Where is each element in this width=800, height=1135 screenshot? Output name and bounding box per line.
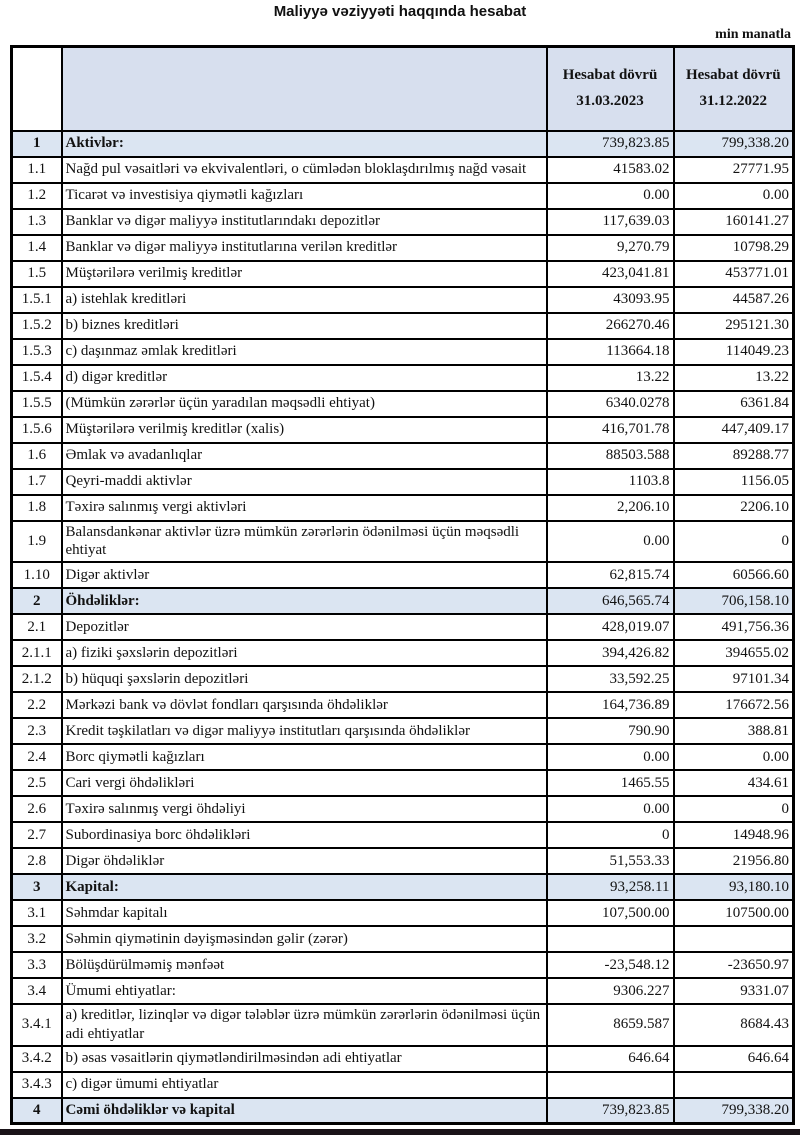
row-value-previous: 706,158.10	[674, 588, 794, 614]
row-number: 1.2	[12, 183, 62, 209]
header-cell-row-number	[12, 47, 62, 131]
table-row	[12, 640, 794, 666]
row-value-previous: 799,338.20	[674, 1098, 794, 1124]
row-value-current: 51,553.33	[547, 848, 674, 874]
row-number: 1.1	[12, 157, 62, 183]
row-value-previous: 27771.95	[674, 157, 794, 183]
table-row	[12, 287, 794, 313]
row-value-current: 0.00	[547, 183, 674, 209]
row-value-current: 88503.588	[547, 443, 674, 469]
table-row	[12, 209, 794, 235]
row-value-current: 790.90	[547, 718, 674, 744]
row-number: 3.4.2	[12, 1046, 62, 1072]
table-row	[12, 1004, 794, 1046]
row-value-previous: 21956.80	[674, 848, 794, 874]
row-number: 3.4.3	[12, 1072, 62, 1098]
row-value-current: 266270.46	[547, 313, 674, 339]
financial-position-table	[10, 45, 795, 1125]
row-value-previous	[674, 1072, 794, 1098]
table-row	[12, 1098, 794, 1124]
row-value-previous: 89288.77	[674, 443, 794, 469]
row-label: Təxirə salınmış vergi aktivləri	[62, 495, 547, 521]
unit-note: min manatla	[715, 27, 791, 42]
row-number: 1	[12, 131, 62, 157]
table-row	[12, 365, 794, 391]
row-value-current: 62,815.74	[547, 562, 674, 588]
row-label: Təxirə salınmış vergi öhdəliyi	[62, 796, 547, 822]
header-period-line: Hesabat dövrü	[562, 67, 658, 84]
row-label: c) digər ümumi ehtiyatlar	[62, 1072, 547, 1098]
table-row	[12, 952, 794, 978]
row-value-current: 0.00	[547, 796, 674, 822]
row-label: d) digər kreditlər	[62, 365, 547, 391]
table-row	[12, 183, 794, 209]
table-row	[12, 521, 794, 563]
row-value-previous: 2206.10	[674, 495, 794, 521]
table-row	[12, 339, 794, 365]
header-period-line: Hesabat dövrü	[685, 67, 781, 84]
row-value-current: 113664.18	[547, 339, 674, 365]
row-label: Ticarət və investisiya qiymətli kağızları	[62, 183, 547, 209]
row-value-previous	[674, 926, 794, 952]
row-number: 2.3	[12, 718, 62, 744]
row-value-previous: 176672.56	[674, 692, 794, 718]
row-label: Müştərilərə verilmiş kreditlər (xalis)	[62, 417, 547, 443]
row-value-previous: 0	[674, 796, 794, 822]
row-number: 2.1.1	[12, 640, 62, 666]
table-row	[12, 469, 794, 495]
row-value-current: 1103.8	[547, 469, 674, 495]
row-label: Cari vergi öhdəlikləri	[62, 770, 547, 796]
table-row	[12, 926, 794, 952]
row-value-previous: 160141.27	[674, 209, 794, 235]
row-number: 2.6	[12, 796, 62, 822]
row-value-current: 8659.587	[547, 1004, 674, 1046]
row-value-previous: 0.00	[674, 183, 794, 209]
table-row	[12, 1046, 794, 1072]
row-label: (Mümkün zərərlər üçün yaradılan məqsədli ehtiyat)	[62, 391, 547, 417]
table-header-row	[12, 47, 794, 131]
row-label: Borc qiymətli kağızları	[62, 744, 547, 770]
row-value-previous: 44587.26	[674, 287, 794, 313]
row-value-current: 0.00	[547, 521, 674, 563]
row-label: Digər öhdəliklər	[62, 848, 547, 874]
row-number: 2.1.2	[12, 666, 62, 692]
table-row	[12, 666, 794, 692]
row-number: 1.5.5	[12, 391, 62, 417]
row-label: c) daşınmaz əmlak kreditləri	[62, 339, 547, 365]
row-value-current: 423,041.81	[547, 261, 674, 287]
row-value-current: 117,639.03	[547, 209, 674, 235]
table-row	[12, 692, 794, 718]
table-row	[12, 614, 794, 640]
table-row	[12, 157, 794, 183]
table-row	[12, 443, 794, 469]
row-number: 2.4	[12, 744, 62, 770]
row-value-previous: 6361.84	[674, 391, 794, 417]
header-period-date: 31.03.2023	[576, 92, 644, 109]
row-number: 1.4	[12, 235, 62, 261]
row-number: 3.4.1	[12, 1004, 62, 1046]
row-number: 2.8	[12, 848, 62, 874]
row-value-current: 43093.95	[547, 287, 674, 313]
row-value-previous: 434.61	[674, 770, 794, 796]
table-body	[12, 131, 794, 1124]
table-row	[12, 848, 794, 874]
row-label: Səhmin qiymətinin dəyişməsindən gəlir (zərər)	[62, 926, 547, 952]
row-value-current: 2,206.10	[547, 495, 674, 521]
row-number: 1.10	[12, 562, 62, 588]
footer-bar	[0, 1129, 800, 1135]
row-value-previous: 14948.96	[674, 822, 794, 848]
table-row	[12, 235, 794, 261]
table-row	[12, 718, 794, 744]
row-label: Kapital:	[62, 874, 547, 900]
row-value-previous: 1156.05	[674, 469, 794, 495]
row-number: 1.7	[12, 469, 62, 495]
row-value-previous: 295121.30	[674, 313, 794, 339]
row-label: Nağd pul vəsaitləri və ekvivalentləri, o cümlədən bloklaşdırılmış nağd vəsait	[62, 157, 547, 183]
row-value-current: 1465.55	[547, 770, 674, 796]
row-label: a) kreditlər, lizinqlər və digər tələblər üzrə mümkün zərərlərin ödənilməsi üçün adi ehtiyatlar	[62, 1004, 547, 1046]
row-label: Əmlak və avadanlıqlar	[62, 443, 547, 469]
row-value-previous: 491,756.36	[674, 614, 794, 640]
row-number: 2.7	[12, 822, 62, 848]
table-row	[12, 562, 794, 588]
row-value-current	[547, 1072, 674, 1098]
table-row	[12, 391, 794, 417]
table-row	[12, 131, 794, 157]
row-value-previous: 447,409.17	[674, 417, 794, 443]
row-label: b) əsas vəsaitlərin qiymətləndirilməsindən adi ehtiyatlar	[62, 1046, 547, 1072]
row-label: Öhdəliklər:	[62, 588, 547, 614]
table-row	[12, 417, 794, 443]
table-row	[12, 770, 794, 796]
row-value-current: 33,592.25	[547, 666, 674, 692]
row-value-current: 9,270.79	[547, 235, 674, 261]
row-value-previous: 97101.34	[674, 666, 794, 692]
header-cell-period-previous	[674, 47, 794, 131]
row-number: 3	[12, 874, 62, 900]
row-value-current: 0.00	[547, 744, 674, 770]
row-label: Müştərilərə verilmiş kreditlər	[62, 261, 547, 287]
row-value-current: 164,736.89	[547, 692, 674, 718]
table-row	[12, 313, 794, 339]
row-value-current: 9306.227	[547, 978, 674, 1004]
row-label: Balansdankənar aktivlər üzrə mümkün zərərlərin ödənilməsi üçün məqsədli ehtiyat	[62, 521, 547, 563]
row-value-previous: 9331.07	[674, 978, 794, 1004]
row-number: 1.8	[12, 495, 62, 521]
row-number: 3.1	[12, 900, 62, 926]
row-label: Banklar və digər maliyyə institutlarındakı depozitlər	[62, 209, 547, 235]
row-value-previous: 93,180.10	[674, 874, 794, 900]
row-value-current: -23,548.12	[547, 952, 674, 978]
row-label: Qeyri-maddi aktivlər	[62, 469, 547, 495]
row-number: 2.2	[12, 692, 62, 718]
row-number: 1.5.4	[12, 365, 62, 391]
row-value-current: 739,823.85	[547, 1098, 674, 1124]
row-label: Aktivlər:	[62, 131, 547, 157]
row-value-current: 41583.02	[547, 157, 674, 183]
row-number: 1.5	[12, 261, 62, 287]
table-row	[12, 822, 794, 848]
row-value-previous: 388.81	[674, 718, 794, 744]
row-label: Mərkəzi bank və dövlət fondları qarşısında öhdəliklər	[62, 692, 547, 718]
row-label: Subordinasiya borc öhdəlikləri	[62, 822, 547, 848]
row-value-previous: 13.22	[674, 365, 794, 391]
table-row	[12, 874, 794, 900]
row-number: 2	[12, 588, 62, 614]
row-value-previous: 394655.02	[674, 640, 794, 666]
row-label: a) istehlak kreditləri	[62, 287, 547, 313]
row-label: Bölüşdürülməmiş mənfəət	[62, 952, 547, 978]
row-value-previous: 0.00	[674, 744, 794, 770]
row-label: Depozitlər	[62, 614, 547, 640]
row-value-current: 93,258.11	[547, 874, 674, 900]
table-row	[12, 900, 794, 926]
row-number: 1.5.6	[12, 417, 62, 443]
row-label: a) fiziki şəxslərin depozitləri	[62, 640, 547, 666]
row-value-current: 394,426.82	[547, 640, 674, 666]
row-label: Banklar və digər maliyyə institutlarına verilən kreditlər	[62, 235, 547, 261]
row-number: 1.6	[12, 443, 62, 469]
row-value-current: 739,823.85	[547, 131, 674, 157]
row-number: 1.5.2	[12, 313, 62, 339]
row-number: 1.5.1	[12, 287, 62, 313]
header-cell-item-label	[62, 47, 547, 131]
row-label: b) biznes kreditləri	[62, 313, 547, 339]
header-cell-period-current	[547, 47, 674, 131]
row-label: Kredit təşkilatları və digər maliyyə institutları qarşısında öhdəliklər	[62, 718, 547, 744]
row-number: 1.5.3	[12, 339, 62, 365]
row-value-previous: 107500.00	[674, 900, 794, 926]
row-value-previous: 114049.23	[674, 339, 794, 365]
row-value-previous: 10798.29	[674, 235, 794, 261]
row-number: 2.1	[12, 614, 62, 640]
row-value-current: 646,565.74	[547, 588, 674, 614]
row-number: 4	[12, 1098, 62, 1124]
row-number: 3.3	[12, 952, 62, 978]
row-value-current: 416,701.78	[547, 417, 674, 443]
row-label: Digər aktivlər	[62, 562, 547, 588]
row-value-current: 646.64	[547, 1046, 674, 1072]
table-row	[12, 588, 794, 614]
row-value-previous: 453771.01	[674, 261, 794, 287]
table-row	[12, 1072, 794, 1098]
row-value-previous: 8684.43	[674, 1004, 794, 1046]
table-row	[12, 495, 794, 521]
page-title: Maliyyə vəziyyəti haqqında hesabat	[273, 3, 527, 20]
row-value-previous: -23650.97	[674, 952, 794, 978]
row-number: 1.3	[12, 209, 62, 235]
row-value-previous: 0	[674, 521, 794, 563]
table-row	[12, 796, 794, 822]
row-label: Səhmdar kapitalı	[62, 900, 547, 926]
table-row	[12, 744, 794, 770]
header-period-date: 31.12.2022	[699, 92, 767, 109]
table-row	[12, 261, 794, 287]
row-label: Ümumi ehtiyatlar:	[62, 978, 547, 1004]
row-value-current: 13.22	[547, 365, 674, 391]
row-value-previous: 799,338.20	[674, 131, 794, 157]
row-value-current: 107,500.00	[547, 900, 674, 926]
row-label: b) hüquqi şəxslərin depozitləri	[62, 666, 547, 692]
row-number: 3.4	[12, 978, 62, 1004]
row-number: 2.5	[12, 770, 62, 796]
row-value-previous: 646.64	[674, 1046, 794, 1072]
row-number: 3.2	[12, 926, 62, 952]
row-value-current: 0	[547, 822, 674, 848]
table-row	[12, 978, 794, 1004]
row-number: 1.9	[12, 521, 62, 563]
row-label: Cəmi öhdəliklər və kapital	[62, 1098, 547, 1124]
row-value-previous: 60566.60	[674, 562, 794, 588]
row-value-current	[547, 926, 674, 952]
row-value-current: 428,019.07	[547, 614, 674, 640]
row-value-current: 6340.0278	[547, 391, 674, 417]
